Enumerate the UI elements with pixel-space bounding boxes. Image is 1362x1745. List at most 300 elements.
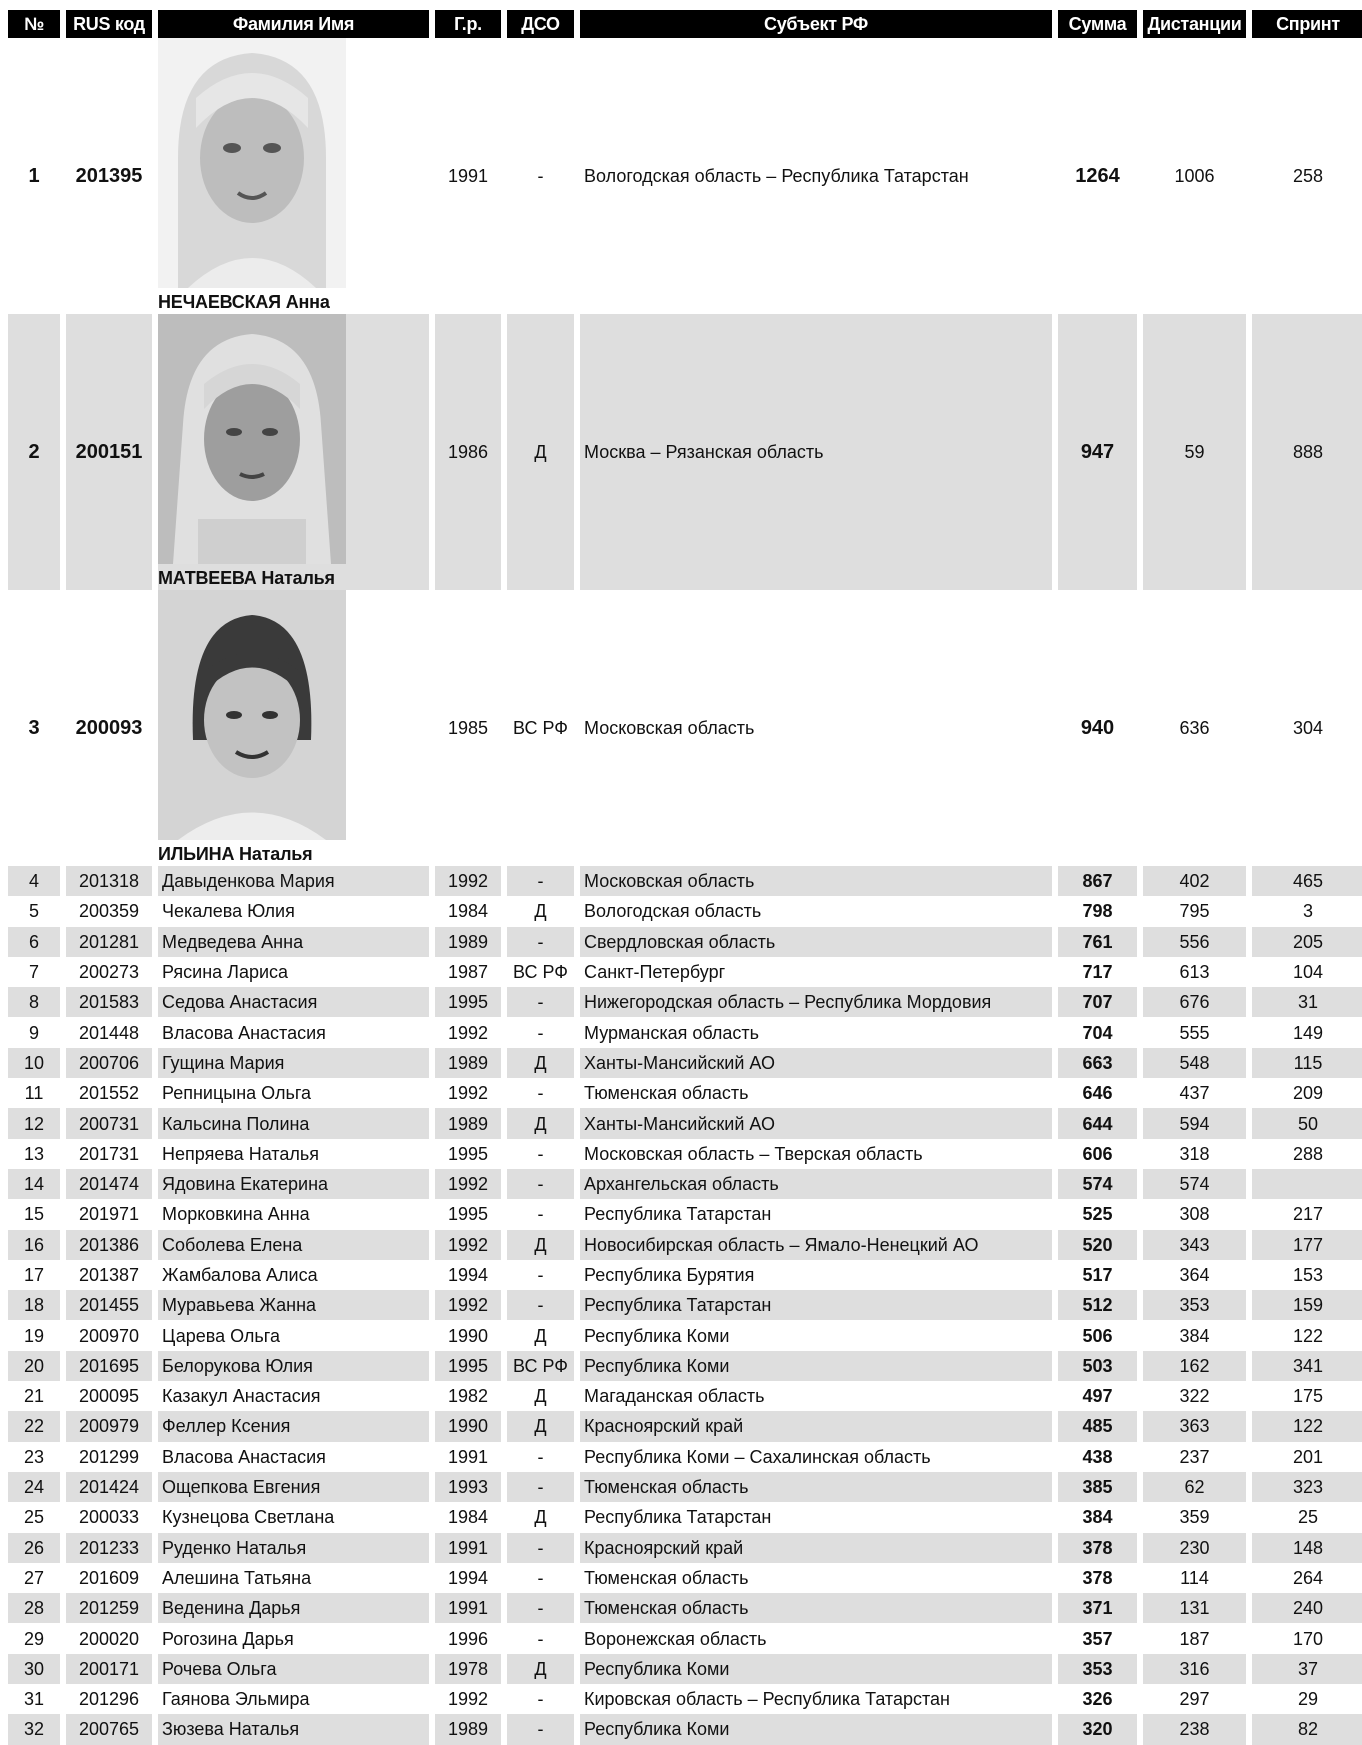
- year-cell: 1995: [435, 1139, 507, 1169]
- region-cell: Кировская область – Республика Татарстан: [580, 1684, 1058, 1714]
- name-cell: [158, 590, 435, 866]
- code-cell: 200020: [66, 1623, 158, 1653]
- table-row: [8, 1290, 1362, 1320]
- distances-cell: 574: [1143, 1169, 1252, 1199]
- region-cell: Архангельская область: [580, 1169, 1058, 1199]
- name-cell: Алешина Татьяна: [158, 1563, 435, 1593]
- name-cell: Рочева Ольга: [158, 1654, 435, 1684]
- year-cell: 1996: [435, 1623, 507, 1653]
- sprint-cell: 159: [1252, 1290, 1362, 1320]
- code-cell: 201731: [66, 1139, 158, 1169]
- dso-cell: -: [507, 1017, 580, 1047]
- sum-cell: 320: [1058, 1714, 1143, 1744]
- athlete-name: МАТВЕЕВА Наталья: [158, 568, 335, 588]
- code-cell: 200273: [66, 957, 158, 987]
- rank-cell: 25: [8, 1502, 66, 1532]
- sprint-cell: 3: [1302, 901, 1313, 922]
- table-row: [8, 1139, 1362, 1169]
- sum-cell: 663: [1058, 1048, 1143, 1078]
- region-cell: Республика Коми: [580, 1654, 1058, 1684]
- rank-cell: 17: [8, 1260, 66, 1290]
- region-cell: Республика Коми: [580, 1320, 1058, 1350]
- region-cell: Тюменская область: [580, 1078, 1058, 1108]
- sprint-cell: 115: [1252, 1048, 1362, 1078]
- table-row: [8, 1320, 1362, 1350]
- distances-cell: 316: [1143, 1654, 1252, 1684]
- year-cell: 1992: [435, 1684, 507, 1714]
- year-cell: 1995: [435, 987, 507, 1017]
- code-cell: 200979: [66, 1411, 158, 1441]
- code-cell: 201609: [66, 1563, 158, 1593]
- code-cell: 201583: [66, 987, 158, 1017]
- year-cell: 1994: [435, 1260, 507, 1290]
- sum-cell: 867: [1058, 866, 1143, 896]
- rank-cell: 19: [8, 1320, 66, 1350]
- athlete-photo-icon: [158, 38, 346, 288]
- year-cell: 1978: [435, 1654, 507, 1684]
- code-cell: 201448: [66, 1017, 158, 1047]
- distances-cell: 131: [1143, 1593, 1252, 1623]
- table-row: [8, 1714, 1362, 1744]
- name-cell: Гаянова Эльмира: [158, 1684, 435, 1714]
- year-cell: 1984: [435, 896, 507, 926]
- dso-cell: Д: [507, 1108, 580, 1138]
- sprint-cell: 37: [1252, 1654, 1362, 1684]
- sprint-cell: 122: [1252, 1411, 1362, 1441]
- name-cell: Репницына Ольга: [158, 1078, 435, 1108]
- year-cell: 1989: [435, 927, 507, 957]
- distances-cell: 613: [1143, 957, 1252, 987]
- year-cell: 1992: [435, 1017, 507, 1047]
- distances-cell: 795: [1143, 896, 1252, 926]
- rank-cell: 28: [8, 1593, 66, 1623]
- code-cell: 201233: [66, 1533, 158, 1563]
- dso-cell: Д: [507, 314, 580, 590]
- athlete-photo-icon: [158, 314, 346, 564]
- sum-cell: 512: [1058, 1290, 1143, 1320]
- code-cell: 201552: [66, 1078, 158, 1108]
- year-cell: 1991: [435, 38, 507, 314]
- sum-cell: 326: [1058, 1684, 1143, 1714]
- year-cell: 1993: [435, 1472, 507, 1502]
- code-cell: 201259: [66, 1593, 158, 1623]
- sprint-cell: 323: [1252, 1472, 1362, 1502]
- name-cell: Соболева Елена: [158, 1230, 435, 1260]
- athlete-photo-icon: [158, 590, 346, 840]
- dso-cell: ВС РФ: [507, 590, 580, 866]
- name-cell: Непряева Наталья: [158, 1139, 435, 1169]
- rank-cell: 5: [8, 896, 66, 926]
- dso-cell: -: [507, 1199, 580, 1229]
- distances-cell: 359: [1143, 1502, 1252, 1532]
- dso-cell: -: [507, 1260, 580, 1290]
- photo-dark-hair-portrait: [158, 590, 346, 840]
- rank-cell: 27: [8, 1563, 66, 1593]
- sprint-cell: 82: [1252, 1714, 1362, 1744]
- distances-cell: 676: [1143, 987, 1252, 1017]
- sprint-cell: 177: [1252, 1230, 1362, 1260]
- rank-cell: 9: [8, 1017, 66, 1047]
- ranking-table: [8, 10, 1362, 1745]
- sprint-cell: 288: [1292, 1143, 1324, 1164]
- sum-cell: 378: [1058, 1563, 1143, 1593]
- region-cell: Республика Татарстан: [580, 1290, 1058, 1320]
- code-cell: 201296: [66, 1684, 158, 1714]
- sprint-cell: 25: [1297, 1507, 1319, 1528]
- name-cell: Царева Ольга: [158, 1320, 435, 1350]
- rank-cell: 22: [8, 1411, 66, 1441]
- rank-cell: 26: [8, 1533, 66, 1563]
- region-cell: Республика Бурятия: [580, 1260, 1058, 1290]
- rank-cell: 11: [8, 1078, 66, 1108]
- region-cell: Республика Татарстан: [580, 1199, 1058, 1229]
- rank-cell: 18: [8, 1290, 66, 1320]
- sprint-cell: [1252, 1169, 1362, 1199]
- sprint-cell: 153: [1292, 1265, 1324, 1285]
- dso-cell: -: [507, 1684, 580, 1714]
- dso-cell: -: [507, 1442, 580, 1472]
- region-cell: Тюменская область: [580, 1472, 1058, 1502]
- distances-cell: 364: [1143, 1260, 1252, 1290]
- distances-cell: 59: [1143, 314, 1252, 590]
- rank-cell: 32: [8, 1714, 66, 1744]
- region-cell: Ханты-Мансийский АО: [580, 1108, 1058, 1138]
- name-cell: [158, 38, 435, 314]
- distances-cell: 230: [1143, 1533, 1252, 1563]
- dso-cell: -: [507, 866, 580, 896]
- name-cell: Давыденкова Мария: [158, 866, 435, 896]
- code-cell: 201971: [66, 1199, 158, 1229]
- code-cell: 200765: [66, 1714, 158, 1744]
- sum-cell: 646: [1058, 1078, 1143, 1108]
- table-row: [8, 957, 1362, 987]
- year-cell: 1995: [435, 1199, 507, 1229]
- region-cell: Мурманская область: [580, 1017, 1058, 1047]
- sum-cell: 378: [1058, 1533, 1143, 1563]
- sum-cell: 438: [1058, 1442, 1143, 1472]
- distances-cell: 238: [1143, 1714, 1252, 1744]
- name-cell: Кузнецова Светлана: [158, 1502, 435, 1532]
- year-cell: 1991: [435, 1442, 507, 1472]
- name-cell: Кальсина Полина: [158, 1108, 435, 1138]
- region-cell: Свердловская область: [580, 927, 1058, 957]
- dso-cell: Д: [507, 1654, 580, 1684]
- rank-cell: 2: [8, 314, 66, 590]
- code-cell: 200731: [66, 1108, 158, 1138]
- year-cell: 1987: [435, 957, 507, 987]
- rank-cell: 24: [8, 1472, 66, 1502]
- sum-cell: 371: [1058, 1593, 1143, 1623]
- table-row: [8, 1230, 1362, 1260]
- sprint-cell: 31: [1252, 987, 1362, 1017]
- distances-cell: 187: [1143, 1623, 1252, 1653]
- year-cell: 1989: [435, 1714, 507, 1744]
- sum-cell: 1264: [1058, 38, 1143, 314]
- header-rank: №: [8, 10, 66, 38]
- rank-cell: 16: [8, 1230, 66, 1260]
- dso-cell: Д: [507, 1502, 580, 1532]
- distances-cell: 162: [1143, 1351, 1252, 1381]
- sprint-cell: 209: [1292, 1083, 1324, 1104]
- rank-cell: 21: [8, 1381, 66, 1411]
- header-dso: ДСО: [507, 10, 580, 38]
- sprint-cell: 304: [1292, 718, 1324, 738]
- code-cell: 200706: [66, 1048, 158, 1078]
- distances-cell: 437: [1143, 1078, 1252, 1108]
- rank-cell: 12: [8, 1108, 66, 1138]
- rank-cell: 14: [8, 1169, 66, 1199]
- region-cell: Республика Татарстан: [580, 1502, 1058, 1532]
- year-cell: 1994: [435, 1563, 507, 1593]
- distances-cell: 237: [1143, 1442, 1252, 1472]
- header-code: RUS код: [66, 10, 158, 38]
- region-cell: Московская область: [580, 866, 1058, 896]
- distances-cell: 384: [1143, 1320, 1252, 1350]
- sum-cell: 357: [1058, 1623, 1143, 1653]
- sum-cell: 947: [1058, 314, 1143, 590]
- sprint-cell: 122: [1292, 1325, 1324, 1346]
- sum-cell: 761: [1058, 927, 1143, 957]
- code-cell: 201455: [66, 1290, 158, 1320]
- region-cell: Нижегородская область – Республика Мордовия: [580, 987, 1058, 1017]
- name-cell: Власова Анастасия: [158, 1017, 435, 1047]
- dso-cell: -: [507, 987, 580, 1017]
- table-row: [8, 1623, 1362, 1653]
- sum-cell: 798: [1058, 896, 1143, 926]
- sum-cell: 506: [1058, 1320, 1143, 1350]
- dso-cell: -: [507, 38, 580, 314]
- distances-cell: 114: [1143, 1563, 1252, 1593]
- name-cell: Жамбалова Алиса: [158, 1260, 435, 1290]
- rank-cell: 6: [8, 927, 66, 957]
- name-cell: Веденина Дарья: [158, 1593, 435, 1623]
- region-cell: Магаданская область: [580, 1381, 1058, 1411]
- region-cell: Москва – Рязанская область: [580, 314, 1058, 590]
- rank-cell: 15: [8, 1199, 66, 1229]
- region-cell: Республика Коми: [580, 1714, 1058, 1744]
- rank-cell: 3: [8, 590, 66, 866]
- rank-cell: 4: [8, 866, 66, 896]
- name-cell: Ощепкова Евгения: [158, 1472, 435, 1502]
- table-row: [8, 1411, 1362, 1441]
- code-cell: 201386: [66, 1230, 158, 1260]
- dso-cell: ВС РФ: [507, 1351, 580, 1381]
- region-cell: Московская область: [580, 590, 1058, 866]
- rank-cell: 30: [8, 1654, 66, 1684]
- table-row: [8, 1593, 1362, 1623]
- rank-cell: 1: [8, 38, 66, 314]
- code-cell: 200033: [66, 1502, 158, 1532]
- name-cell: Ядовина Екатерина: [158, 1169, 435, 1199]
- year-cell: 1986: [435, 314, 507, 590]
- region-cell: Воронежская область: [580, 1623, 1058, 1653]
- table-row: [8, 1381, 1362, 1411]
- region-cell: Санкт-Петербург: [580, 957, 1058, 987]
- table-row: [8, 1169, 1362, 1199]
- table-row: [8, 1472, 1362, 1502]
- photo-blonde-portrait: [158, 38, 346, 288]
- header-distances: Дистанции: [1143, 10, 1252, 38]
- dso-cell: Д: [507, 1381, 580, 1411]
- year-cell: 1985: [435, 590, 507, 866]
- athlete-name: ИЛЬИНА Наталья: [158, 844, 313, 864]
- region-cell: Красноярский край: [580, 1411, 1058, 1441]
- region-cell: Новосибирская область – Ямало-Ненецкий АО: [580, 1230, 1058, 1260]
- dso-cell: Д: [507, 1048, 580, 1078]
- dso-cell: -: [507, 1290, 580, 1320]
- code-cell: 200359: [66, 896, 158, 926]
- sprint-cell: 341: [1252, 1351, 1362, 1381]
- region-cell: Вологодская область – Республика Татарстан: [580, 38, 1058, 314]
- dso-cell: -: [507, 927, 580, 957]
- region-cell: Московская область – Тверская область: [580, 1139, 1058, 1169]
- table-row: [8, 1048, 1362, 1078]
- region-cell: Ханты-Мансийский АО: [580, 1048, 1058, 1078]
- distances-cell: 556: [1143, 927, 1252, 957]
- year-cell: 1991: [435, 1533, 507, 1563]
- table-row: [8, 1199, 1362, 1229]
- name-cell: Чекалева Юлия: [158, 896, 435, 926]
- sum-cell: 485: [1058, 1411, 1143, 1441]
- year-cell: 1992: [435, 1078, 507, 1108]
- sprint-cell: 50: [1252, 1108, 1362, 1138]
- header-sum: Сумма: [1058, 10, 1143, 38]
- name-cell: Муравьева Жанна: [158, 1290, 435, 1320]
- athlete-name: НЕЧАЕВСКАЯ Анна: [158, 292, 330, 312]
- photo-light-hair-portrait: [158, 314, 346, 564]
- sum-cell: 497: [1058, 1381, 1143, 1411]
- table-row: [8, 1078, 1362, 1108]
- year-cell: 1990: [435, 1411, 507, 1441]
- dso-cell: ВС РФ: [507, 957, 580, 987]
- code-cell: 200970: [66, 1320, 158, 1350]
- distances-cell: 594: [1143, 1108, 1252, 1138]
- sum-cell: 517: [1058, 1260, 1143, 1290]
- table-row: [8, 1442, 1362, 1472]
- table-row: [8, 1260, 1362, 1290]
- dso-cell: Д: [507, 1320, 580, 1350]
- table-header: [8, 10, 1362, 38]
- sum-cell: 353: [1058, 1654, 1143, 1684]
- table-row: [8, 1684, 1362, 1714]
- dso-cell: -: [507, 1139, 580, 1169]
- dso-cell: -: [507, 1623, 580, 1653]
- dso-cell: -: [507, 1563, 580, 1593]
- name-cell: Рогозина Дарья: [158, 1623, 435, 1653]
- table-row-top: [8, 314, 1362, 590]
- sum-cell: 940: [1058, 590, 1143, 866]
- table-row: [8, 896, 1362, 926]
- header-sprint: Спринт: [1252, 10, 1362, 38]
- sprint-cell: 888: [1252, 314, 1362, 590]
- distances-cell: 322: [1143, 1381, 1252, 1411]
- sprint-cell: 201: [1292, 1446, 1324, 1467]
- distances-cell: 343: [1143, 1230, 1252, 1260]
- sum-cell: 704: [1058, 1017, 1143, 1047]
- code-cell: 200095: [66, 1381, 158, 1411]
- rank-cell: 13: [8, 1139, 66, 1169]
- sum-cell: 644: [1058, 1108, 1143, 1138]
- year-cell: 1992: [435, 1230, 507, 1260]
- table-row: [8, 1108, 1362, 1138]
- table-body: [8, 38, 1362, 1745]
- code-cell: 201424: [66, 1472, 158, 1502]
- header-region: Субъект РФ: [580, 10, 1058, 38]
- table-row: [8, 927, 1362, 957]
- table-row: [8, 1502, 1362, 1532]
- sprint-cell: 104: [1292, 962, 1324, 983]
- code-cell: 201318: [66, 866, 158, 896]
- dso-cell: -: [507, 1714, 580, 1744]
- distances-cell: 308: [1143, 1199, 1252, 1229]
- code-cell: 201395: [66, 38, 158, 314]
- sprint-cell: 217: [1292, 1204, 1324, 1225]
- name-cell: Белорукова Юлия: [158, 1351, 435, 1381]
- table-row: [8, 1017, 1362, 1047]
- sum-cell: 525: [1058, 1199, 1143, 1229]
- sum-cell: 384: [1058, 1502, 1143, 1532]
- dso-cell: Д: [507, 1411, 580, 1441]
- name-cell: Казакул Анастасия: [158, 1381, 435, 1411]
- code-cell: 201281: [66, 927, 158, 957]
- sum-cell: 574: [1058, 1169, 1143, 1199]
- name-cell: Власова Анастасия: [158, 1442, 435, 1472]
- distances-cell: 402: [1143, 866, 1252, 896]
- table-row: [8, 1654, 1362, 1684]
- table-row: [8, 987, 1362, 1017]
- sprint-cell: 258: [1292, 166, 1324, 186]
- sum-cell: 606: [1058, 1139, 1143, 1169]
- table-row: [8, 866, 1362, 896]
- code-cell: 200171: [66, 1654, 158, 1684]
- rank-cell: 20: [8, 1351, 66, 1381]
- name-cell: [158, 314, 435, 590]
- sum-cell: 503: [1058, 1351, 1143, 1381]
- sum-cell: 707: [1058, 987, 1143, 1017]
- sprint-cell: 465: [1252, 866, 1362, 896]
- distances-cell: 555: [1143, 1017, 1252, 1047]
- header-name: Фамилия Имя: [158, 10, 435, 38]
- name-cell: Руденко Наталья: [158, 1533, 435, 1563]
- sprint-cell: 149: [1292, 1022, 1324, 1043]
- table-row: [8, 1533, 1362, 1563]
- name-cell: Зюзева Наталья: [158, 1714, 435, 1744]
- table-row-top: [8, 38, 1362, 314]
- name-cell: Рясина Лариса: [158, 957, 435, 987]
- sprint-cell: 29: [1297, 1689, 1319, 1710]
- rank-cell: 23: [8, 1442, 66, 1472]
- distances-cell: 363: [1143, 1411, 1252, 1441]
- year-cell: 1991: [435, 1593, 507, 1623]
- name-cell: Феллер Ксения: [158, 1411, 435, 1441]
- year-cell: 1982: [435, 1381, 507, 1411]
- distances-cell: 353: [1143, 1290, 1252, 1320]
- code-cell: 201387: [66, 1260, 158, 1290]
- name-cell: Гущина Мария: [158, 1048, 435, 1078]
- region-cell: Республика Коми: [580, 1351, 1058, 1381]
- sprint-cell: 170: [1292, 1628, 1324, 1649]
- dso-cell: -: [507, 1533, 580, 1563]
- name-cell: Седова Анастасия: [158, 987, 435, 1017]
- dso-cell: -: [507, 1078, 580, 1108]
- code-cell: 201474: [66, 1169, 158, 1199]
- table-row: [8, 1563, 1362, 1593]
- code-cell: 201299: [66, 1442, 158, 1472]
- region-cell: Тюменская область: [580, 1593, 1058, 1623]
- distances-cell: 297: [1143, 1684, 1252, 1714]
- header-year: Г.р.: [435, 10, 507, 38]
- sprint-cell: 240: [1252, 1593, 1362, 1623]
